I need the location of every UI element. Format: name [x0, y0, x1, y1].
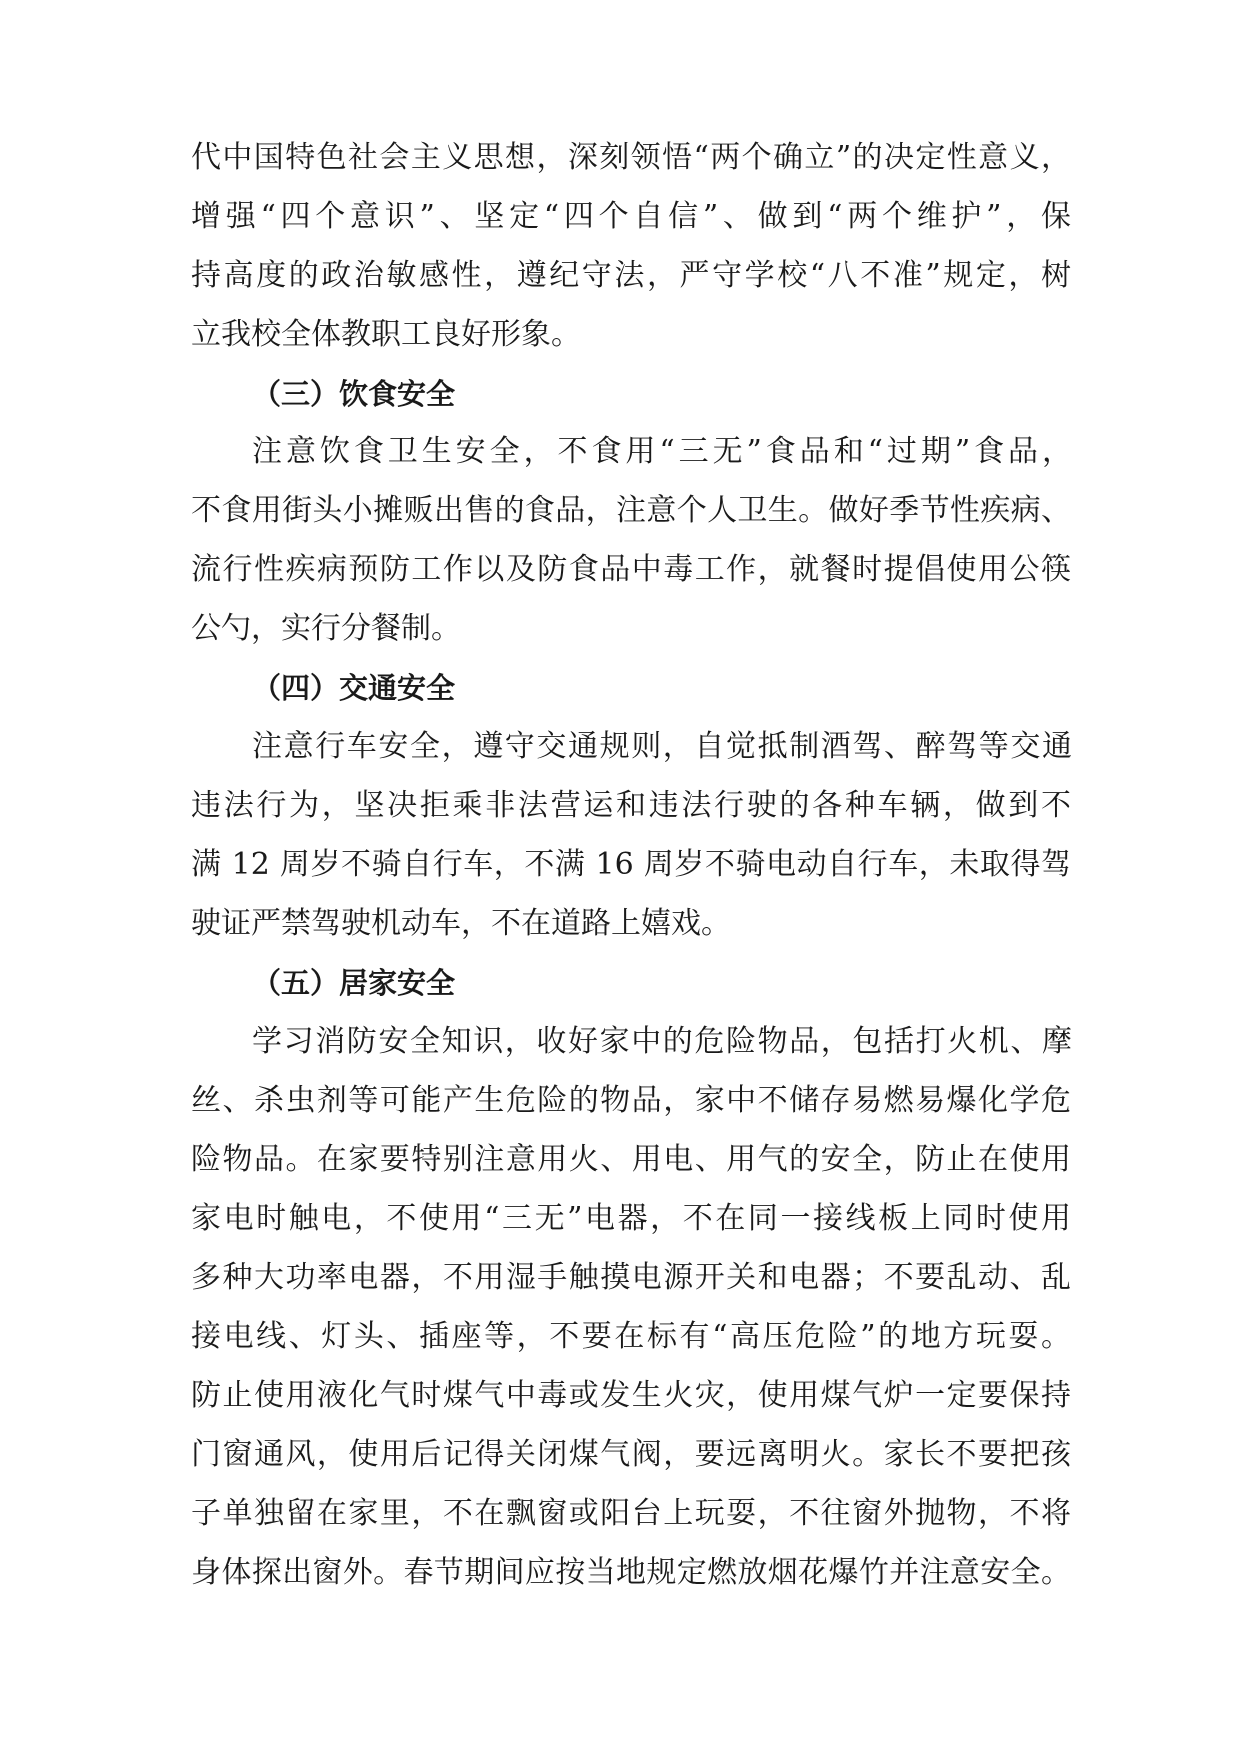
paragraph-line: 接电线、灯头、插座等，不要在标有“高压危险”的地方玩耍。: [191, 1319, 1071, 1354]
paragraph-line: 驶证严禁驾驶机动车，不在道路上嬉戏。: [191, 906, 731, 941]
paragraph-line: 多种大功率电器，不用湿手触摸电源开关和电器；不要乱动、乱: [191, 1260, 1071, 1295]
paragraph-line: 不食用街头小摊贩出售的食品，注意个人卫生。做好季节性疾病、: [191, 493, 1071, 528]
paragraph-line: 代中国特色社会主义思想，深刻领悟“两个确立”的决定性意义，: [191, 140, 1071, 175]
paragraph-line: 注意饮食卫生安全，不食用“三无”食品和“过期”食品，: [252, 434, 1072, 469]
paragraph-line: 险物品。在家要特别注意用火、用电、用气的安全，防止在使用: [191, 1142, 1071, 1177]
paragraph-line: 立我校全体教职工良好形象。: [191, 317, 581, 352]
paragraph-line: 丝、杀虫剂等可能产生危险的物品，家中不储存易燃易爆化学危: [191, 1083, 1071, 1118]
section-heading-food: （三）饮食安全: [252, 377, 456, 411]
paragraph-line: 防止使用液化气时煤气中毒或发生火灾，使用煤气炉一定要保持: [191, 1378, 1071, 1413]
paragraph-line: 公勺，实行分餐制。: [191, 611, 461, 646]
paragraph-line: 满 12 周岁不骑自行车，不满 16 周岁不骑电动自行车，未取得驾: [191, 847, 1071, 882]
paragraph-line: 身体探出窗外。春节期间应按当地规定燃放烟花爆竹并注意安全。: [191, 1555, 1071, 1590]
paragraph-line: 学习消防安全知识，收好家中的危险物品，包括打火机、摩: [252, 1024, 1072, 1059]
paragraph-line: 门窗通风，使用后记得关闭煤气阀，要远离明火。家长不要把孩: [191, 1437, 1071, 1472]
paragraph-line: 注意行车安全，遵守交通规则，自觉抵制酒驾、醉驾等交通: [252, 729, 1072, 764]
paragraph-line: 子单独留在家里，不在飘窗或阳台上玩耍，不往窗外抛物，不将: [191, 1496, 1071, 1531]
paragraph-line: 违法行为，坚决拒乘非法营运和违法行驶的各种车辆，做到不: [191, 788, 1071, 823]
paragraph-line: 增强“四个意识”、坚定“四个自信”、做到“两个维护”，保: [191, 199, 1071, 234]
paragraph-line: 家电时触电，不使用“三无”电器，不在同一接线板上同时使用: [191, 1201, 1071, 1236]
section-heading-traffic: （四）交通安全: [252, 671, 456, 705]
paragraph-line: 持高度的政治敏感性，遵纪守法，严守学校“八不准”规定，树: [191, 258, 1071, 293]
section-heading-home: （五）居家安全: [252, 966, 456, 1000]
paragraph-line: 流行性疾病预防工作以及防食品中毒工作，就餐时提倡使用公筷: [191, 552, 1071, 587]
